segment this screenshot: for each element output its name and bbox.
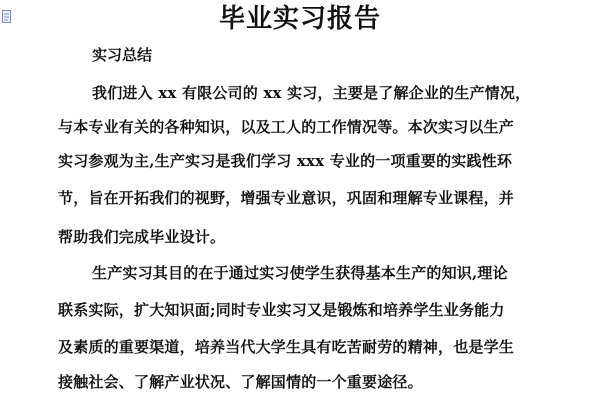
paragraph-1-line-2: 与本专业有关的各种知识，以及工人的工作情况等。本次实习以生产 bbox=[58, 118, 515, 136]
document-title: 毕业实习报告 bbox=[218, 4, 381, 34]
paragraph-1-line-3: 实习参观为主,生产实习是我们学习 xxx 专业的一项重要的实践性环 bbox=[58, 152, 513, 170]
paragraph-1-line-1: 我们进入 xx 有限公司的 xx 实习，主要是了解企业的生产情况， bbox=[92, 84, 531, 102]
paragraph-2-line-4: 接触社会、了解产业状况、了解国情的一个重要途径。 bbox=[58, 373, 423, 391]
paragraph-1-line-4: 节，旨在开拓我们的视野，增强专业意识，巩固和理解专业课程，并 bbox=[58, 189, 515, 207]
paragraph-1-line-5: 帮助我们完成毕业设计。 bbox=[58, 228, 226, 246]
paragraph-2-line-2: 联系实际，扩大知识面;同时专业实习又是锻炼和培养学生业务能力 bbox=[58, 301, 505, 319]
section-heading: 实习总结 bbox=[92, 46, 153, 64]
paragraph-2-line-1: 生产实习其目的在于通过实习使学生获得基本生产的知识,理论 bbox=[92, 264, 508, 282]
paragraph-2-line-3: 及素质的重要渠道，培养当代大学生具有吃苦耐劳的精神，也是学生 bbox=[58, 338, 515, 356]
